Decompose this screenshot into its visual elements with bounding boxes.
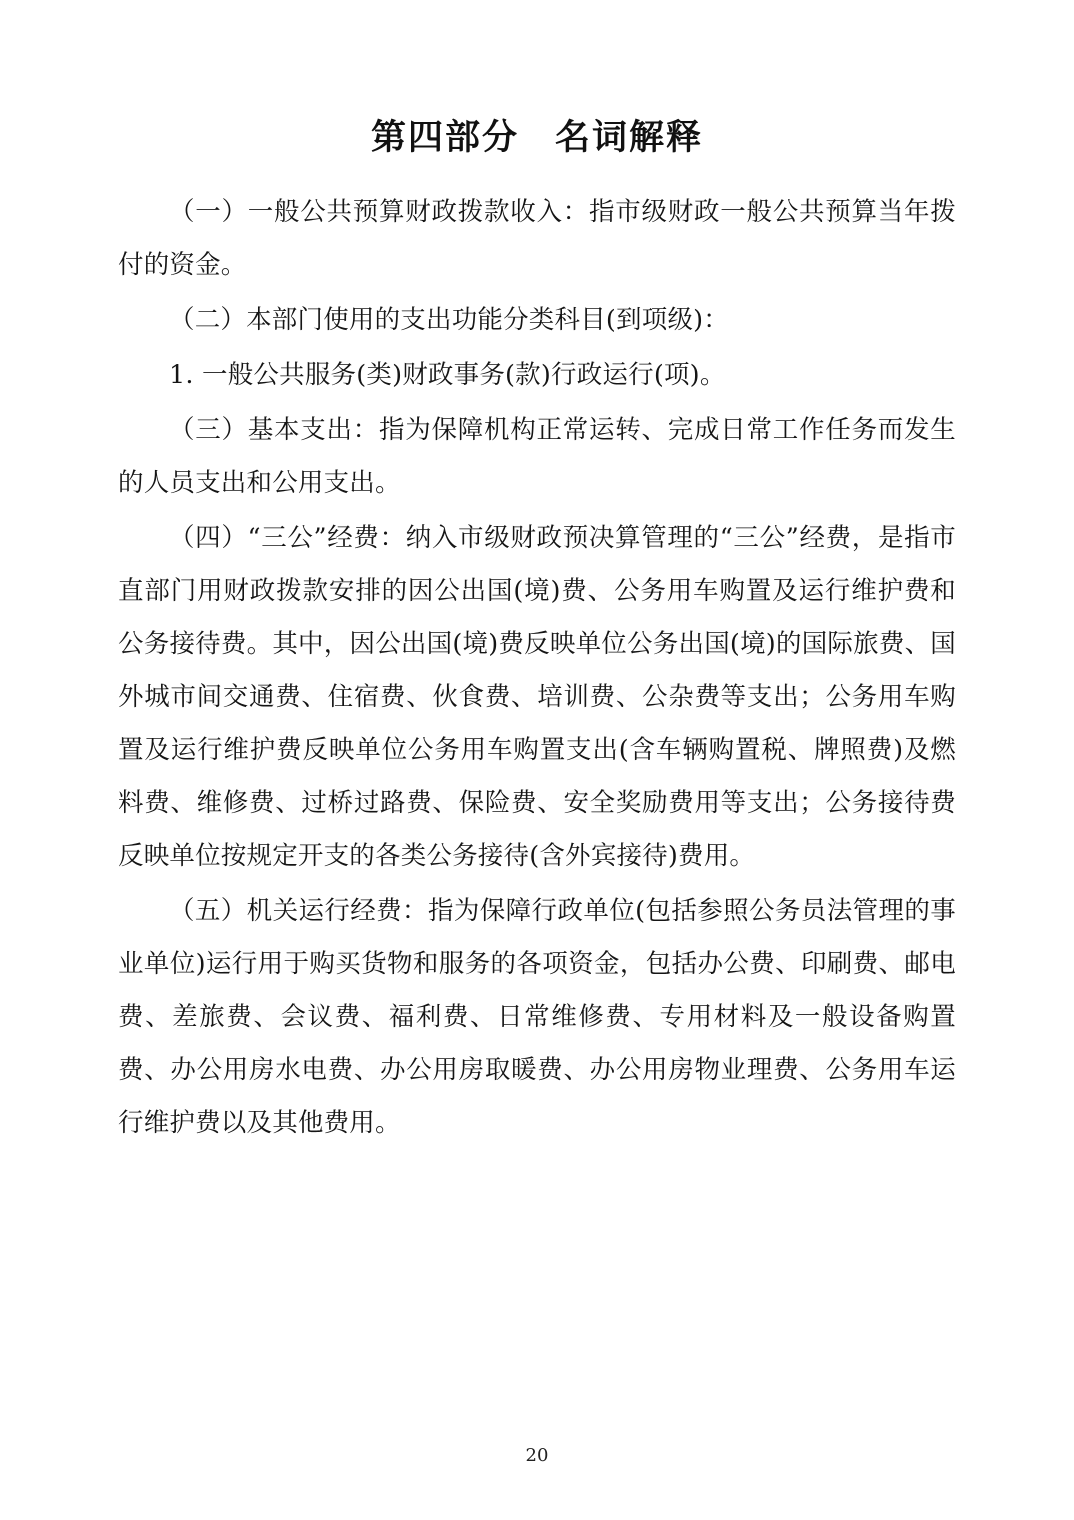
page-title-part-main: 第四部分 — [370, 117, 519, 158]
page-title — [118, 110, 956, 160]
page-title-part-sub: 名词解释 — [555, 117, 704, 158]
page-number: 20 — [525, 1445, 549, 1466]
paragraph: （五）机关运行经费：指为保障行政单位(包括参照公务员法管理的事业单位)运行用于购买货物和服务的各项资金，包括办公费、印刷费、邮电费、差旅费、会议费、福利费、日常维修费、专用材料及一般设备购置费、办公用房水电费、办公用房取暖费、办公用房物业理费、公务用车运行维护费以及其他费用。 — [118, 896, 956, 1138]
paragraph: （三）基本支出：指为保障机构正常运转、完成日常工作任务而发生的人员支出和公用支出。 — [118, 415, 956, 498]
paragraph: （二）本部门使用的支出功能分类科目(到项级)： — [169, 305, 729, 335]
paragraph: （四）“三公”经费：纳入市级财政预决算管理的“三公”经费，是指市直部门用财政拨款安排的因公出国(境)费、公务用车购置及运行维护费和公务接待费。其中，因公出国(境)费反映单位公务出国(境)的国际旅费、国外城市间交通费、住宿费、伙食费、培训费、公杂费等支出；公务用车购置及运行维护费反映单位公务用车购置支出(含车辆购置税、牌照费)及燃料费、维修费、过桥过路费、保险费、安全奖励费用等支出；公务接待费反映单位按规定开支的各类公务接待(含外宾接待)费用。 — [118, 523, 956, 871]
paragraph: 1. 一般公共服务(类)财政事务(款)行政运行(项)。 — [169, 360, 726, 390]
paragraph: （一）一般公共预算财政拨款收入：指市级财政一般公共预算当年拨付的资金。 — [118, 197, 956, 280]
